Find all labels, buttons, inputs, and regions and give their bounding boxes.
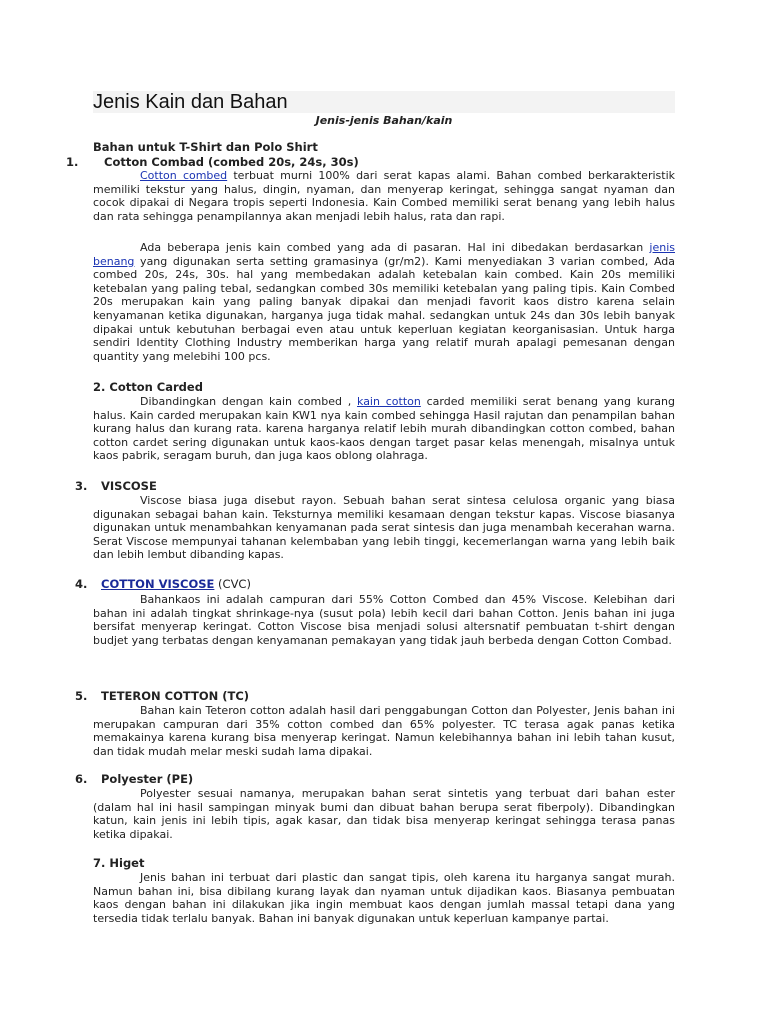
item-1-paragraph-2-text-b: yang digunakan serta setting gramasinya (gr/m2). Kami menyediakan 3 varian combed, Ada combed 20s, 24s, 30s. hal yang membedakan adalah ketebalan kain combed. Kain 20s memiliki ketebalan yang paling tebal, sedangkan combed 30s memiliki ketebalan yang paling tipis. Kain Combed 20s merupakan kain yang paling banyak dipakai dan menjadi favorit kaos distro karena selain kenyamanan ketika digunakan, harganya juga tidak mahal. sedangkan untuk 24s dan 30s lebih banyak dipakai untuk kebutuhan berbagai even atau untuk keperluan kegiatan keorganisasian. Untuk harga sendiri Identity Clothing Industry memberikan harga yang relatif murah apalagi pemesanan dengan quantity yang melebihi 100 pcs.: [93, 254, 675, 363]
item-6-heading: Polyester (PE): [101, 772, 194, 786]
item-2-text-b: carded memiliki serat benang yang kurang halus. Kain carded merupakan kain KW1 nya kain combed sehingga Hasil rajutan dan penampilan bahan kurang halus dan kurang rata. karena harganya relatif lebih murah dibandingkan cotton combed, bahan cotton cardet sering digunakan untuk kaos-kaos dengan target pasar kelas menengah, misalnya untuk kaos pabrik, seragam buruh, dan juga kaos oblong olahraga.: [93, 395, 675, 463]
item-7-text: Jenis bahan ini terbuat dari plastic dan sangat tipis, oleh karena itu harganya sangat murah. Namun bahan ini, bisa dibilang kurang layak dan nyaman untuk dijadikan kaos. Biasanya pembuatan kaos dengan bahan ini dilakukan jika ingin membuat kaos dengan jumlah massal tetapi dana yang tersedia tidak terlalu banyak. Bahan ini banyak digunakan untuk keperluan kampanye partai.: [93, 871, 675, 925]
item-1-paragraph-2: [93, 241, 675, 363]
item-6-text: Polyester sesuai namanya, merupakan bahan serat sintetis yang terbuat dari bahan ester (dalam hal ini hasil sampingan minyak bumi dan dibuat bahan berupa serat fiberpoly). Dibandingkan katun, kain jenis ini lebih tipis, agak kasar, dan tidak bisa menyerap keringat sehingga terasa panas ketika dipakai.: [93, 787, 675, 841]
item-6-paragraph: [93, 787, 675, 841]
item-3-heading: VISCOSE: [101, 479, 157, 493]
cotton-combed-link[interactable]: Cotton combed: [140, 169, 228, 182]
jenis-benang-link[interactable]: jenis benang: [93, 241, 675, 268]
item-2-text-a: Dibandingkan dengan kain combed ,: [140, 395, 358, 408]
item-4-paragraph: [93, 593, 675, 647]
item-1-paragraph-1-text: terbuat murni 100% dari serat kapas alami. Bahan combed berkarakteristik memiliki tekstur yang halus, dingin, nyaman, dan menyerap keringat, sehingga sangat nyaman dan cocok dipakai di Negara tropis seperti Indonesia. Kain Combed memiliki serat benang yang lebih halus dan rata sehingga penampilannya akan menjadi lebih halus, rata dan rapi.: [93, 169, 675, 223]
item-7-heading: 7. Higet: [93, 856, 145, 870]
item-5-paragraph: [93, 704, 675, 758]
item-4-text: Bahankaos ini adalah campuran dari 55% Cotton Combed dan 45% Viscose. Kelebihan dari bahan ini adalah tingkat shrinkage-nya (susut pola) lebih kecil dari bahan Cotton. Jenis bahan ini juga bersifat menyerap keringat. Cotton Viscose bisa menjadi solusi altersnatif pembuatan t-shirt dengan budjet yang terbatas dengan kenyamanan pemakayan yang tidak jauh berbeda dengan Cotton Combad.: [93, 593, 675, 647]
item-7-paragraph: [93, 871, 675, 925]
item-3-paragraph: [93, 494, 675, 562]
item-1-heading: Cotton Combad (combed 20s, 24s, 30s): [104, 155, 359, 169]
section-heading: Bahan untuk T-Shirt dan Polo Shirt: [93, 140, 318, 154]
item-3-text: Viscose biasa juga disebut rayon. Sebuah bahan serat sintesa celulosa organic yang biasa digunakan sebagai bahan kain. Teksturnya memiliki kesamaan dengan tekstur kapas. Viscose biasanya digunakan untuk menambahkan kenyamanan pada serat sintesis dan juga menambah kecerahan warna. Serat Viscose mempunyai tahanan kelembaban yang lebih tinggi, kecemerlangan warna yang lebih baik dan lebih lembut dibanding kapas.: [93, 494, 675, 562]
item-3-number: 3.: [75, 479, 88, 493]
item-1-number: 1.: [66, 155, 79, 169]
item-1-paragraph-1: [93, 169, 675, 223]
item-2-heading: 2. Cotton Carded: [93, 380, 203, 394]
item-5-heading: TETERON COTTON (TC): [101, 689, 250, 703]
item-4-number: 4.: [75, 577, 88, 591]
item-1-paragraph-2-text-a: Ada beberapa jenis kain combed yang ada di pasaran. Hal ini dibedakan berdasarkan: [140, 241, 650, 254]
item-5-text: Bahan kain Teteron cotton adalah hasil dari penggabungan Cotton dan Polyester, Jenis bahan ini merupakan campuran dari 35% cotton combed dan 65% polyester. TC terasa agak panas ketika memakainya karena kurang bisa menyerap keringat. Namun kelebihannya bahan ini lebih tahan kusut, dan tidak mudah melar meski sudah lama dipakai.: [93, 704, 675, 758]
page-title: Jenis Kain dan Bahan: [93, 91, 675, 113]
item-6-number: 6.: [75, 772, 88, 786]
kain-cotton-link[interactable]: kain cotton: [357, 395, 421, 408]
cotton-viscose-link[interactable]: COTTON VISCOSE: [101, 577, 215, 591]
item-4-heading: [101, 577, 251, 591]
page-subtitle: Jenis-jenis Bahan/kain: [315, 114, 453, 127]
item-4-heading-suffix: (CVC): [214, 577, 251, 591]
item-5-number: 5.: [75, 689, 88, 703]
item-2-paragraph: [93, 395, 675, 463]
